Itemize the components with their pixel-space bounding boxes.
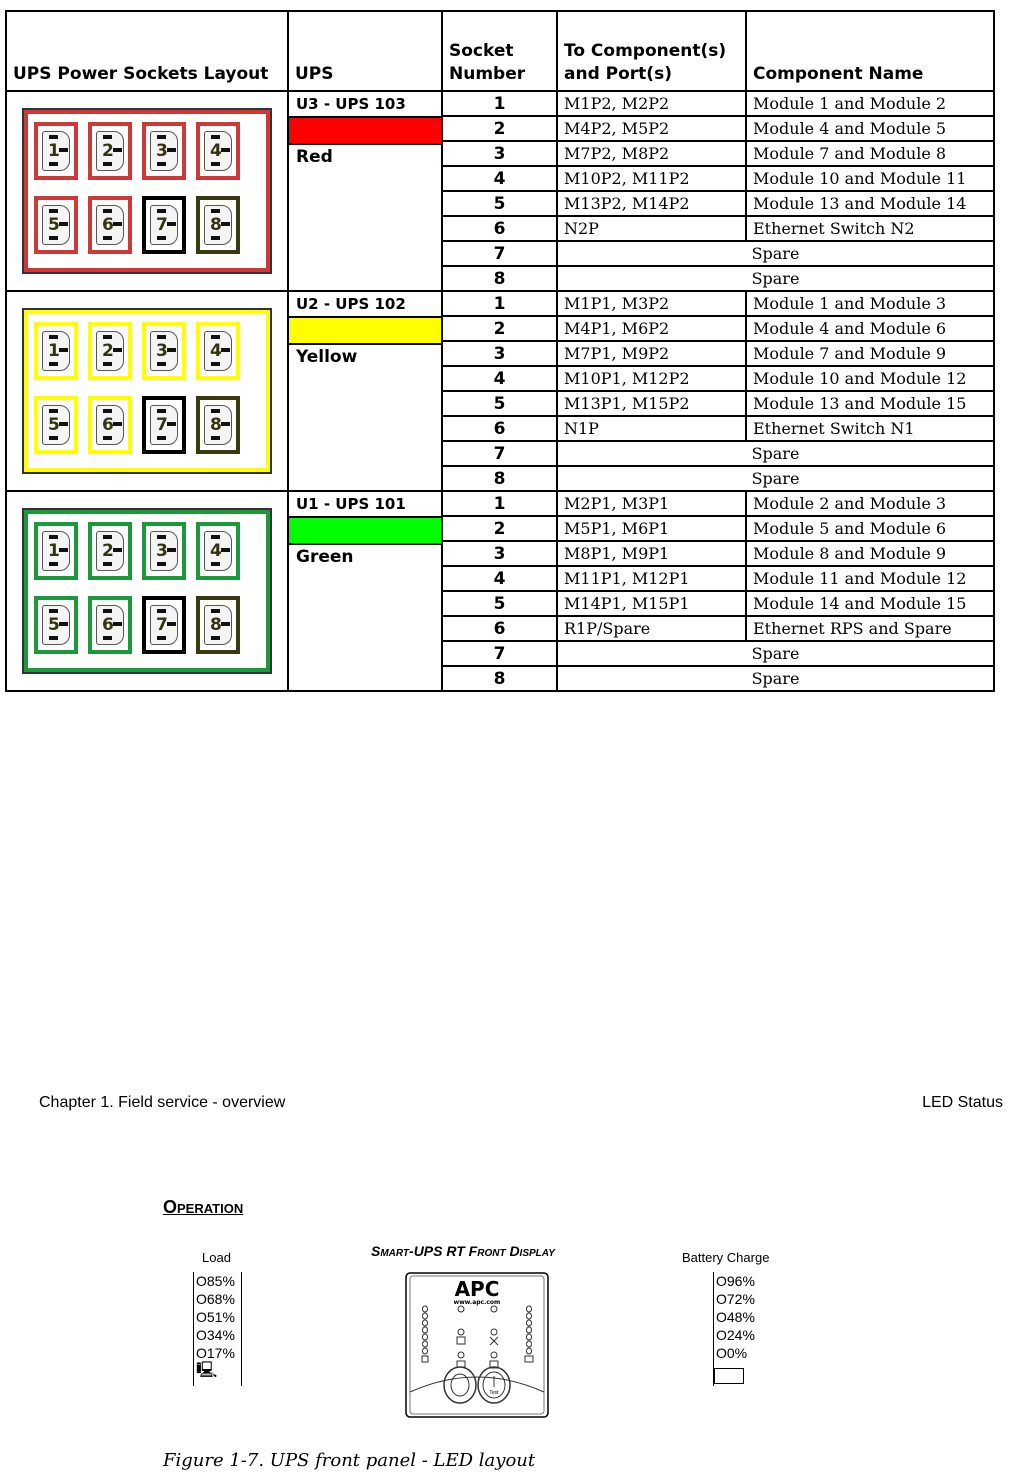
header-component-name: Component Name	[746, 11, 994, 91]
socket-number: 6	[442, 416, 557, 441]
ports-cell: M11P1, M12P1	[557, 566, 746, 591]
socket-label: 8	[210, 615, 222, 635]
power-socket	[34, 196, 78, 254]
battery-level	[714, 1308, 762, 1326]
table-row	[6, 91, 994, 116]
ports-cell: R1P/Spare	[557, 616, 746, 641]
power-socket	[196, 196, 240, 254]
socket-number: 8	[442, 266, 557, 291]
socket-number: 1	[442, 491, 557, 516]
battery-level-value: 96%	[726, 1273, 755, 1289]
socket-label: 6	[102, 215, 114, 235]
power-socket	[196, 322, 240, 380]
led-icon: O	[196, 1309, 207, 1325]
battery-level	[714, 1344, 762, 1362]
component-name-cell: Module 4 and Module 6	[746, 316, 994, 341]
operation-heading: Operation	[163, 1197, 244, 1217]
component-name-cell: Module 11 and Module 12	[746, 566, 994, 591]
socket-label: 4	[210, 141, 222, 161]
ports-cell: M7P2, M8P2	[557, 141, 746, 166]
load-level	[194, 1290, 241, 1308]
ports-cell: M7P1, M9P2	[557, 341, 746, 366]
apc-url: www.apc.com	[453, 1299, 501, 1306]
power-socket	[88, 596, 132, 654]
socket-label: 2	[102, 341, 114, 361]
socket-number: 5	[442, 391, 557, 416]
header-layout: UPS Power Sockets Layout	[6, 11, 288, 91]
ports-cell: M4P1, M6P2	[557, 316, 746, 341]
socket-layout-diagram	[22, 308, 272, 474]
socket-number: 6	[442, 616, 557, 641]
ports-cell: N1P	[557, 416, 746, 441]
socket-number: 5	[442, 191, 557, 216]
power-socket	[34, 322, 78, 380]
socket-number: 3	[442, 541, 557, 566]
socket-number: 5	[442, 591, 557, 616]
header-socket-number: Socket Number	[442, 11, 557, 91]
socket-label: 6	[102, 415, 114, 435]
socket-label: 7	[156, 415, 168, 435]
header-ups: UPS	[288, 11, 442, 91]
spare-cell: Spare	[557, 666, 994, 691]
power-socket	[142, 196, 186, 254]
socket-label: 8	[210, 415, 222, 435]
ports-cell: N2P	[557, 216, 746, 241]
front-display-panel	[405, 1272, 549, 1418]
socket-label: 3	[156, 341, 168, 361]
power-socket	[34, 522, 78, 580]
table-row	[6, 491, 994, 516]
ups-color-name: Green	[296, 547, 354, 567]
ports-cell: M8P1, M9P1	[557, 541, 746, 566]
power-socket	[34, 396, 78, 454]
spare-cell: Spare	[557, 641, 994, 666]
ports-cell: M5P1, M6P1	[557, 516, 746, 541]
spare-cell: Spare	[557, 441, 994, 466]
ports-cell: M13P2, M14P2	[557, 191, 746, 216]
load-meter	[193, 1272, 242, 1386]
ups-color-swatch	[289, 318, 441, 345]
socket-number: 7	[442, 641, 557, 666]
socket-number: 1	[442, 291, 557, 316]
component-name-cell: Module 1 and Module 3	[746, 291, 994, 316]
socket-number: 3	[442, 141, 557, 166]
socket-layout-cell	[6, 91, 288, 291]
socket-label: 1	[48, 541, 60, 561]
socket-label: 5	[48, 215, 60, 235]
socket-label: 1	[48, 141, 60, 161]
socket-number: 2	[442, 316, 557, 341]
battery-charge-label: Battery Charge	[682, 1250, 770, 1265]
footer-chapter: Chapter 1. Field service - overview	[39, 1094, 286, 1111]
component-name-cell: Module 5 and Module 6	[746, 516, 994, 541]
ports-cell: M10P2, M11P2	[557, 166, 746, 191]
load-level-value: 85%	[206, 1273, 235, 1289]
ups-color-swatch	[289, 118, 441, 145]
socket-number: 7	[442, 441, 557, 466]
battery-level-value: 0%	[726, 1345, 748, 1361]
component-name-cell: Module 4 and Module 5	[746, 116, 994, 141]
socket-label: 3	[156, 141, 168, 161]
load-level	[194, 1326, 241, 1344]
socket-label: 5	[48, 615, 60, 635]
load-level-value: 34%	[206, 1327, 235, 1343]
power-socket	[142, 522, 186, 580]
component-name-cell: Module 1 and Module 2	[746, 91, 994, 116]
socket-layout-diagram	[22, 508, 272, 674]
spare-cell: Spare	[557, 266, 994, 291]
ups-label: U2 - UPS 102	[289, 292, 441, 318]
power-socket	[196, 596, 240, 654]
socket-number: 2	[442, 116, 557, 141]
socket-number: 4	[442, 366, 557, 391]
load-level	[194, 1272, 241, 1290]
battery-icon	[714, 1368, 744, 1384]
power-socket	[88, 196, 132, 254]
socket-number: 2	[442, 516, 557, 541]
header-ports: To Component(s) and Port(s)	[557, 11, 746, 91]
socket-label: 2	[102, 141, 114, 161]
component-name-cell: Ethernet Switch N1	[746, 416, 994, 441]
socket-number: 8	[442, 466, 557, 491]
power-socket	[142, 396, 186, 454]
led-icon: O	[196, 1291, 207, 1307]
component-name-cell: Module 7 and Module 8	[746, 141, 994, 166]
load-level-value: 68%	[206, 1291, 235, 1307]
led-icon: O	[196, 1345, 207, 1361]
power-socket	[34, 122, 78, 180]
socket-label: 5	[48, 415, 60, 435]
socket-label: 7	[156, 615, 168, 635]
battery-level-value: 24%	[726, 1327, 755, 1343]
socket-label: 4	[210, 541, 222, 561]
load-level	[194, 1344, 241, 1362]
socket-label: 8	[210, 215, 222, 235]
display-title: Smart-UPS RT Front Display	[371, 1243, 555, 1259]
power-socket	[88, 396, 132, 454]
battery-level-value: 48%	[726, 1309, 755, 1325]
component-name-cell: Ethernet Switch N2	[746, 216, 994, 241]
power-socket	[34, 596, 78, 654]
socket-layout-diagram	[22, 108, 272, 274]
led-icon: O	[196, 1327, 207, 1343]
socket-label: 4	[210, 341, 222, 361]
socket-number: 6	[442, 216, 557, 241]
ups-cell	[288, 91, 442, 291]
component-name-cell: Module 8 and Module 9	[746, 541, 994, 566]
spare-cell: Spare	[557, 466, 994, 491]
ups-label: U1 - UPS 101	[289, 492, 441, 518]
ups-socket-table	[5, 10, 995, 692]
ports-cell: M2P1, M3P1	[557, 491, 746, 516]
component-name-cell: Module 14 and Module 15	[746, 591, 994, 616]
ups-color-name: Yellow	[296, 347, 358, 367]
power-socket	[88, 322, 132, 380]
battery-level	[714, 1326, 762, 1344]
computer-icon: 🖳	[196, 1362, 218, 1379]
component-name-cell: Ethernet RPS and Spare	[746, 616, 994, 641]
ups-cell	[288, 491, 442, 691]
battery-meter	[713, 1272, 762, 1386]
component-name-cell: Module 2 and Module 3	[746, 491, 994, 516]
led-icon: O	[716, 1345, 727, 1361]
battery-level-value: 72%	[726, 1291, 755, 1307]
ports-cell: M14P1, M15P1	[557, 591, 746, 616]
load-level-value: 17%	[206, 1345, 235, 1361]
socket-label: 7	[156, 215, 168, 235]
ups-label: U3 - UPS 103	[289, 92, 441, 118]
socket-number: 7	[442, 241, 557, 266]
spare-cell: Spare	[557, 241, 994, 266]
apc-logo: APC	[454, 1277, 500, 1301]
ports-cell: M13P1, M15P2	[557, 391, 746, 416]
table-header-row	[6, 11, 994, 91]
socket-number: 3	[442, 341, 557, 366]
socket-number: 1	[442, 91, 557, 116]
power-socket	[142, 322, 186, 380]
socket-label: 6	[102, 615, 114, 635]
load-level	[194, 1308, 241, 1326]
power-socket	[88, 122, 132, 180]
led-icon: O	[716, 1309, 727, 1325]
ups-color-name: Red	[296, 147, 333, 167]
led-icon: O	[716, 1327, 727, 1343]
load-label: Load	[202, 1250, 231, 1265]
component-name-cell: Module 7 and Module 9	[746, 341, 994, 366]
led-icon: O	[196, 1273, 207, 1289]
power-socket	[196, 396, 240, 454]
power-socket	[196, 522, 240, 580]
battery-level	[714, 1290, 762, 1308]
socket-label: 2	[102, 541, 114, 561]
load-level-value: 51%	[206, 1309, 235, 1325]
power-socket	[88, 522, 132, 580]
socket-number: 4	[442, 566, 557, 591]
figure-caption: Figure 1-7. UPS front panel - LED layout	[163, 1450, 536, 1471]
ports-cell: M1P1, M3P2	[557, 291, 746, 316]
power-socket	[196, 122, 240, 180]
socket-number: 4	[442, 166, 557, 191]
component-name-cell: Module 10 and Module 11	[746, 166, 994, 191]
led-icon: O	[716, 1273, 727, 1289]
component-name-cell: Module 13 and Module 15	[746, 391, 994, 416]
component-name-cell: Module 13 and Module 14	[746, 191, 994, 216]
socket-layout-cell	[6, 291, 288, 491]
socket-label: 3	[156, 541, 168, 561]
power-socket	[142, 122, 186, 180]
test-button-label: Test	[489, 1390, 499, 1396]
ports-cell: M1P2, M2P2	[557, 91, 746, 116]
socket-label: 1	[48, 341, 60, 361]
socket-layout-cell	[6, 491, 288, 691]
led-icon: O	[716, 1291, 727, 1307]
ports-cell: M4P2, M5P2	[557, 116, 746, 141]
ups-cell	[288, 291, 442, 491]
table-row	[6, 291, 994, 316]
socket-number: 8	[442, 666, 557, 691]
ups-color-swatch	[289, 518, 441, 545]
footer-section: LED Status	[922, 1094, 1003, 1111]
battery-level	[714, 1272, 762, 1290]
component-name-cell: Module 10 and Module 12	[746, 366, 994, 391]
power-socket	[142, 596, 186, 654]
ports-cell: M10P1, M12P2	[557, 366, 746, 391]
